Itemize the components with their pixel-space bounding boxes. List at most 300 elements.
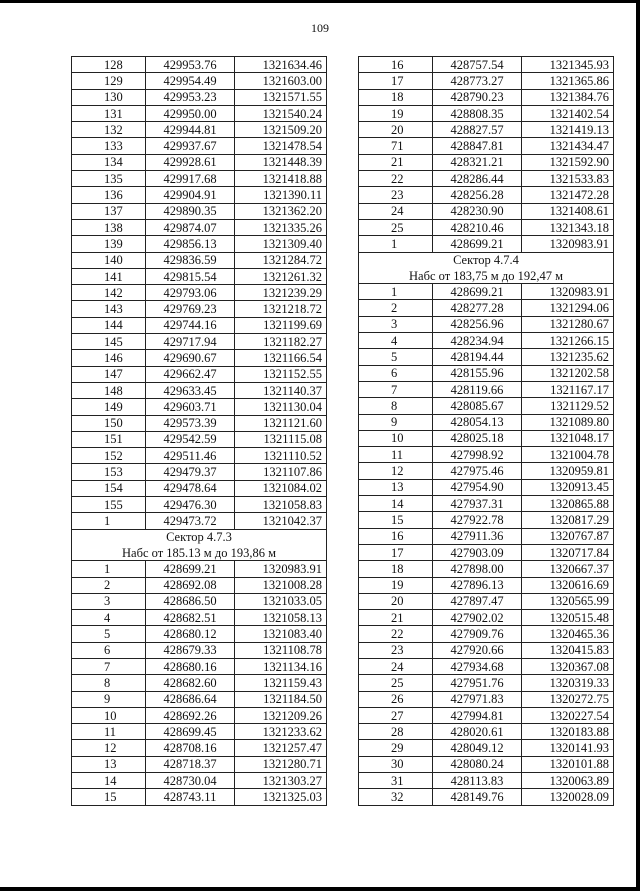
point-number-cell: 9 <box>72 691 146 707</box>
y-coordinate-cell: 1320183.88 <box>522 724 614 740</box>
x-coordinate-cell: 429478.64 <box>146 480 235 496</box>
x-coordinate-cell: 428682.51 <box>146 610 235 626</box>
point-number-cell: 139 <box>72 236 146 252</box>
y-coordinate-cell: 1320227.54 <box>522 707 614 723</box>
y-coordinate-cell: 1321294.06 <box>522 300 614 316</box>
x-coordinate-cell: 427922.78 <box>433 512 522 528</box>
y-coordinate-cell: 1321134.16 <box>235 658 327 674</box>
x-coordinate-cell: 428686.64 <box>146 691 235 707</box>
x-coordinate-cell: 428847.81 <box>433 138 522 154</box>
point-number-cell: 24 <box>359 203 433 219</box>
table-row <box>72 187 327 203</box>
sector-header-right <box>359 252 614 284</box>
table-row <box>72 707 327 723</box>
x-coordinate-cell: 427975.46 <box>433 463 522 479</box>
x-coordinate-cell: 427898.00 <box>433 561 522 577</box>
page-number: 109 <box>311 21 329 35</box>
point-number-cell: 20 <box>359 593 433 609</box>
point-number-cell: 13 <box>72 756 146 772</box>
point-number-cell: 10 <box>72 707 146 723</box>
point-number-cell: 11 <box>359 447 433 463</box>
y-coordinate-cell: 1321152.55 <box>235 366 327 382</box>
table-row <box>359 447 614 463</box>
x-coordinate-cell: 428277.28 <box>433 300 522 316</box>
y-coordinate-cell: 1321390.11 <box>235 187 327 203</box>
point-number-cell: 21 <box>359 610 433 626</box>
table-row <box>359 430 614 446</box>
y-coordinate-cell: 1321418.88 <box>235 171 327 187</box>
point-number-cell: 140 <box>72 252 146 268</box>
point-number-cell: 134 <box>72 154 146 170</box>
x-coordinate-cell: 428679.33 <box>146 642 235 658</box>
y-coordinate-cell: 1321280.67 <box>522 316 614 332</box>
point-number-cell: 155 <box>72 497 146 513</box>
y-coordinate-cell: 1321472.28 <box>522 187 614 203</box>
y-coordinate-cell: 1321284.72 <box>235 252 327 268</box>
y-coordinate-cell: 1321129.52 <box>522 398 614 414</box>
y-coordinate-cell: 1321166.54 <box>235 350 327 366</box>
y-coordinate-cell: 1321343.18 <box>522 219 614 235</box>
x-coordinate-cell: 428210.46 <box>433 219 522 235</box>
point-number-cell: 3 <box>72 593 146 609</box>
y-coordinate-cell: 1321335.26 <box>235 219 327 235</box>
y-coordinate-cell: 1321478.54 <box>235 138 327 154</box>
point-number-cell: 6 <box>72 642 146 658</box>
point-number-cell: 13 <box>359 479 433 495</box>
scan-border-bottom <box>0 887 640 891</box>
x-coordinate-cell: 428680.12 <box>146 626 235 642</box>
table-row <box>72 219 327 235</box>
table-row <box>359 236 614 252</box>
x-coordinate-cell: 428692.08 <box>146 577 235 593</box>
y-coordinate-cell: 1321083.40 <box>235 626 327 642</box>
y-coordinate-cell: 1321182.27 <box>235 334 327 350</box>
point-number-cell: 20 <box>359 122 433 138</box>
table-row <box>359 122 614 138</box>
y-coordinate-cell: 1321592.90 <box>522 154 614 170</box>
point-number-cell: 16 <box>359 528 433 544</box>
x-coordinate-cell: 429717.94 <box>146 334 235 350</box>
y-coordinate-cell: 1320616.69 <box>522 577 614 593</box>
table-row <box>359 105 614 121</box>
table-row <box>72 642 327 658</box>
y-coordinate-cell: 1321384.76 <box>522 89 614 105</box>
table-row <box>72 252 327 268</box>
point-number-cell: 15 <box>359 512 433 528</box>
table-row <box>72 626 327 642</box>
y-coordinate-cell: 1321448.39 <box>235 154 327 170</box>
point-number-cell: 6 <box>359 365 433 381</box>
point-number-cell: 1 <box>359 284 433 300</box>
y-coordinate-cell: 1320415.83 <box>522 642 614 658</box>
y-coordinate-cell: 1321130.04 <box>235 399 327 415</box>
x-coordinate-cell: 429928.61 <box>146 154 235 170</box>
point-number-cell: 18 <box>359 89 433 105</box>
table-row <box>72 415 327 431</box>
x-coordinate-cell: 427934.68 <box>433 658 522 674</box>
table-row <box>359 414 614 430</box>
point-number-cell: 150 <box>72 415 146 431</box>
point-number-cell: 1 <box>72 513 146 529</box>
right-coordinate-column <box>358 56 614 806</box>
point-number-cell: 28 <box>359 724 433 740</box>
point-number-cell: 133 <box>72 138 146 154</box>
x-coordinate-cell: 429662.47 <box>146 366 235 382</box>
table-row <box>72 366 327 382</box>
x-coordinate-cell: 428699.21 <box>433 236 522 252</box>
x-coordinate-cell: 429954.49 <box>146 73 235 89</box>
point-number-cell: 5 <box>72 626 146 642</box>
x-coordinate-cell: 428680.16 <box>146 658 235 674</box>
table-row <box>72 610 327 626</box>
right-table-body-a <box>359 57 614 253</box>
y-coordinate-cell: 1320565.99 <box>522 593 614 609</box>
y-coordinate-cell: 1321571.55 <box>235 89 327 105</box>
point-number-cell: 31 <box>359 773 433 789</box>
point-number-cell: 25 <box>359 219 433 235</box>
point-number-cell: 131 <box>72 105 146 121</box>
y-coordinate-cell: 1321218.72 <box>235 301 327 317</box>
point-number-cell: 9 <box>359 414 433 430</box>
x-coordinate-cell: 428827.57 <box>433 122 522 138</box>
point-number-cell: 14 <box>359 496 433 512</box>
table-row <box>72 285 327 301</box>
y-coordinate-cell: 1321089.80 <box>522 414 614 430</box>
point-number-cell: 26 <box>359 691 433 707</box>
point-number-cell: 19 <box>359 105 433 121</box>
x-coordinate-cell: 427911.36 <box>433 528 522 544</box>
x-coordinate-cell: 428730.04 <box>146 773 235 789</box>
point-number-cell: 148 <box>72 382 146 398</box>
table-row <box>72 756 327 772</box>
table-row <box>359 756 614 772</box>
table-row <box>359 365 614 381</box>
y-coordinate-cell: 1321540.24 <box>235 105 327 121</box>
sector-title: Сектор 4.7.4 <box>359 252 614 268</box>
point-number-cell: 137 <box>72 203 146 219</box>
x-coordinate-cell: 428020.61 <box>433 724 522 740</box>
point-number-cell: 138 <box>72 219 146 235</box>
table-row <box>72 105 327 121</box>
y-coordinate-cell: 1321325.03 <box>235 789 327 805</box>
table-row <box>72 57 327 73</box>
x-coordinate-cell: 427920.66 <box>433 642 522 658</box>
point-number-cell: 146 <box>72 350 146 366</box>
x-coordinate-cell: 428686.50 <box>146 593 235 609</box>
x-coordinate-cell: 428321.21 <box>433 154 522 170</box>
x-coordinate-cell: 429603.71 <box>146 399 235 415</box>
x-coordinate-cell: 428699.21 <box>433 284 522 300</box>
x-coordinate-cell: 429476.30 <box>146 497 235 513</box>
y-coordinate-cell: 1321202.58 <box>522 365 614 381</box>
y-coordinate-cell: 1320983.91 <box>235 561 327 577</box>
table-row <box>72 382 327 398</box>
x-coordinate-cell: 427903.09 <box>433 544 522 560</box>
y-coordinate-cell: 1321115.08 <box>235 431 327 447</box>
x-coordinate-cell: 428699.45 <box>146 724 235 740</box>
x-coordinate-cell: 429953.76 <box>146 57 235 73</box>
table-row <box>359 381 614 397</box>
table-row <box>72 464 327 480</box>
point-number-cell: 30 <box>359 756 433 772</box>
table-row <box>72 740 327 756</box>
sector-title-row <box>72 529 327 545</box>
table-row <box>359 284 614 300</box>
point-number-cell: 153 <box>72 464 146 480</box>
y-coordinate-cell: 1321434.47 <box>522 138 614 154</box>
left-coordinate-column <box>71 56 327 806</box>
y-coordinate-cell: 1321048.17 <box>522 430 614 446</box>
table-row <box>359 691 614 707</box>
x-coordinate-cell: 428025.18 <box>433 430 522 446</box>
table-row <box>359 316 614 332</box>
x-coordinate-cell: 428149.76 <box>433 789 522 805</box>
y-coordinate-cell: 1321362.20 <box>235 203 327 219</box>
point-number-cell: 142 <box>72 285 146 301</box>
coordinate-table-left <box>71 56 327 806</box>
point-number-cell: 27 <box>359 707 433 723</box>
sector-title: Сектор 4.7.3 <box>72 529 327 545</box>
y-coordinate-cell: 1321110.52 <box>235 448 327 464</box>
y-coordinate-cell: 1321209.26 <box>235 707 327 723</box>
y-coordinate-cell: 1321008.28 <box>235 577 327 593</box>
y-coordinate-cell: 1321121.60 <box>235 415 327 431</box>
point-number-cell: 129 <box>72 73 146 89</box>
x-coordinate-cell: 429904.91 <box>146 187 235 203</box>
x-coordinate-cell: 428256.28 <box>433 187 522 203</box>
coordinate-table-right <box>358 56 614 806</box>
point-number-cell: 144 <box>72 317 146 333</box>
point-number-cell: 11 <box>72 724 146 740</box>
x-coordinate-cell: 428808.35 <box>433 105 522 121</box>
x-coordinate-cell: 427902.02 <box>433 610 522 626</box>
x-coordinate-cell: 428049.12 <box>433 740 522 756</box>
x-coordinate-cell: 429937.67 <box>146 138 235 154</box>
x-coordinate-cell: 429769.23 <box>146 301 235 317</box>
x-coordinate-cell: 429856.13 <box>146 236 235 252</box>
table-row <box>72 350 327 366</box>
left-table-body-a <box>72 57 327 530</box>
y-coordinate-cell: 1320913.45 <box>522 479 614 495</box>
x-coordinate-cell: 428230.90 <box>433 203 522 219</box>
x-coordinate-cell: 429815.54 <box>146 268 235 284</box>
sector-title-row <box>359 252 614 268</box>
table-row <box>359 773 614 789</box>
scan-border-top <box>0 0 640 3</box>
point-number-cell: 8 <box>72 675 146 691</box>
y-coordinate-cell: 1320983.91 <box>522 284 614 300</box>
x-coordinate-cell: 427909.76 <box>433 626 522 642</box>
table-row <box>359 512 614 528</box>
x-coordinate-cell: 429874.07 <box>146 219 235 235</box>
point-number-cell: 71 <box>359 138 433 154</box>
y-coordinate-cell: 1320101.88 <box>522 756 614 772</box>
x-coordinate-cell: 427998.92 <box>433 447 522 463</box>
x-coordinate-cell: 427896.13 <box>433 577 522 593</box>
point-number-cell: 17 <box>359 544 433 560</box>
table-row <box>359 154 614 170</box>
point-number-cell: 12 <box>359 463 433 479</box>
table-row <box>359 642 614 658</box>
x-coordinate-cell: 429890.35 <box>146 203 235 219</box>
point-number-cell: 151 <box>72 431 146 447</box>
y-coordinate-cell: 1320817.29 <box>522 512 614 528</box>
x-coordinate-cell: 429473.72 <box>146 513 235 529</box>
point-number-cell: 23 <box>359 642 433 658</box>
table-row <box>72 675 327 691</box>
x-coordinate-cell: 429793.06 <box>146 285 235 301</box>
point-number-cell: 32 <box>359 789 433 805</box>
table-row <box>72 480 327 496</box>
table-row <box>359 577 614 593</box>
table-row <box>72 577 327 593</box>
point-number-cell: 154 <box>72 480 146 496</box>
y-coordinate-cell: 1321345.93 <box>522 57 614 73</box>
table-row <box>359 57 614 73</box>
point-number-cell: 15 <box>72 789 146 805</box>
table-row <box>359 171 614 187</box>
y-coordinate-cell: 1321509.20 <box>235 122 327 138</box>
point-number-cell: 12 <box>72 740 146 756</box>
table-row <box>359 203 614 219</box>
table-row <box>359 675 614 691</box>
point-number-cell: 14 <box>72 773 146 789</box>
point-number-cell: 143 <box>72 301 146 317</box>
x-coordinate-cell: 427951.76 <box>433 675 522 691</box>
x-coordinate-cell: 429479.37 <box>146 464 235 480</box>
table-row <box>72 89 327 105</box>
y-coordinate-cell: 1321235.62 <box>522 349 614 365</box>
table-row <box>359 463 614 479</box>
x-coordinate-cell: 428790.23 <box>433 89 522 105</box>
table-row <box>359 626 614 642</box>
x-coordinate-cell: 429953.23 <box>146 89 235 105</box>
table-row <box>359 593 614 609</box>
y-coordinate-cell: 1321365.86 <box>522 73 614 89</box>
point-number-cell: 4 <box>72 610 146 626</box>
table-row <box>359 724 614 740</box>
x-coordinate-cell: 427897.47 <box>433 593 522 609</box>
sector-subtitle-row <box>359 268 614 284</box>
point-number-cell: 3 <box>359 316 433 332</box>
y-coordinate-cell: 1321199.69 <box>235 317 327 333</box>
table-row <box>359 187 614 203</box>
table-row <box>72 431 327 447</box>
x-coordinate-cell: 428054.13 <box>433 414 522 430</box>
x-coordinate-cell: 428682.60 <box>146 675 235 691</box>
y-coordinate-cell: 1320063.89 <box>522 773 614 789</box>
table-row <box>72 317 327 333</box>
table-row <box>359 528 614 544</box>
table-row <box>359 219 614 235</box>
x-coordinate-cell: 428194.44 <box>433 349 522 365</box>
table-row <box>359 89 614 105</box>
table-row <box>72 138 327 154</box>
x-coordinate-cell: 429917.68 <box>146 171 235 187</box>
x-coordinate-cell: 428256.96 <box>433 316 522 332</box>
table-row <box>72 236 327 252</box>
point-number-cell: 25 <box>359 675 433 691</box>
y-coordinate-cell: 1321167.17 <box>522 381 614 397</box>
table-row <box>359 479 614 495</box>
y-coordinate-cell: 1321239.29 <box>235 285 327 301</box>
table-row <box>72 268 327 284</box>
y-coordinate-cell: 1321108.78 <box>235 642 327 658</box>
table-row <box>72 448 327 464</box>
x-coordinate-cell: 428155.96 <box>433 365 522 381</box>
x-coordinate-cell: 428708.16 <box>146 740 235 756</box>
table-row <box>359 300 614 316</box>
table-row <box>72 122 327 138</box>
sector-subtitle: Набс от 185.13 м до 193,86 м <box>72 545 327 561</box>
x-coordinate-cell: 429511.46 <box>146 448 235 464</box>
table-row <box>72 724 327 740</box>
table-row <box>72 203 327 219</box>
table-row <box>72 561 327 577</box>
y-coordinate-cell: 1320959.81 <box>522 463 614 479</box>
point-number-cell: 149 <box>72 399 146 415</box>
x-coordinate-cell: 429573.39 <box>146 415 235 431</box>
y-coordinate-cell: 1321084.02 <box>235 480 327 496</box>
table-row <box>359 707 614 723</box>
x-coordinate-cell: 429542.59 <box>146 431 235 447</box>
y-coordinate-cell: 1321140.37 <box>235 382 327 398</box>
x-coordinate-cell: 429950.00 <box>146 105 235 121</box>
y-coordinate-cell: 1321309.40 <box>235 236 327 252</box>
table-row <box>359 496 614 512</box>
x-coordinate-cell: 428286.44 <box>433 171 522 187</box>
y-coordinate-cell: 1320717.84 <box>522 544 614 560</box>
x-coordinate-cell: 428085.67 <box>433 398 522 414</box>
y-coordinate-cell: 1320272.75 <box>522 691 614 707</box>
scan-border-right <box>636 0 640 891</box>
x-coordinate-cell: 428119.66 <box>433 381 522 397</box>
table-row <box>359 333 614 349</box>
x-coordinate-cell: 427971.83 <box>433 691 522 707</box>
point-number-cell: 130 <box>72 89 146 105</box>
table-row <box>359 561 614 577</box>
y-coordinate-cell: 1321303.27 <box>235 773 327 789</box>
point-number-cell: 18 <box>359 561 433 577</box>
y-coordinate-cell: 1321233.62 <box>235 724 327 740</box>
y-coordinate-cell: 1321107.86 <box>235 464 327 480</box>
y-coordinate-cell: 1321261.32 <box>235 268 327 284</box>
point-number-cell: 145 <box>72 334 146 350</box>
y-coordinate-cell: 1320983.91 <box>522 236 614 252</box>
x-coordinate-cell: 428773.27 <box>433 73 522 89</box>
table-row <box>72 73 327 89</box>
y-coordinate-cell: 1321402.54 <box>522 105 614 121</box>
point-number-cell: 19 <box>359 577 433 593</box>
table-row <box>359 138 614 154</box>
y-coordinate-cell: 1320767.87 <box>522 528 614 544</box>
sector-subtitle: Набс от 183,75 м до 192,47 м <box>359 268 614 284</box>
table-row <box>359 398 614 414</box>
x-coordinate-cell: 428718.37 <box>146 756 235 772</box>
right-table-body-b <box>359 284 614 806</box>
point-number-cell: 141 <box>72 268 146 284</box>
table-row <box>359 544 614 560</box>
x-coordinate-cell: 429690.67 <box>146 350 235 366</box>
y-coordinate-cell: 1320028.09 <box>522 789 614 805</box>
table-row <box>359 658 614 674</box>
y-coordinate-cell: 1320515.48 <box>522 610 614 626</box>
x-coordinate-cell: 428692.26 <box>146 707 235 723</box>
x-coordinate-cell: 429836.59 <box>146 252 235 268</box>
table-row <box>359 789 614 805</box>
y-coordinate-cell: 1320667.37 <box>522 561 614 577</box>
x-coordinate-cell: 427994.81 <box>433 707 522 723</box>
